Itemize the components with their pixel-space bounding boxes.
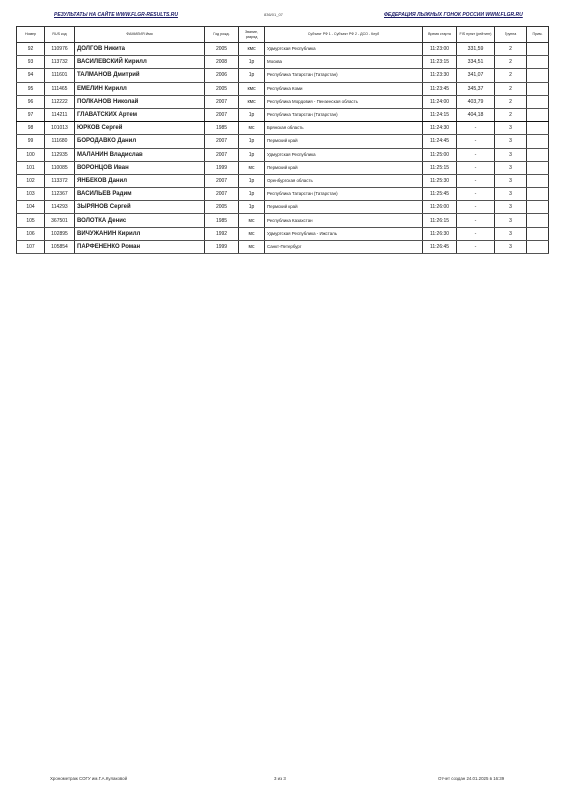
note-cell (527, 95, 549, 108)
rus-code-cell: 112935 (45, 148, 75, 161)
region-cell: Удмуртская Республика (265, 148, 423, 161)
table-row (17, 95, 549, 108)
note-cell (527, 188, 549, 201)
group-cell: 3 (495, 122, 527, 135)
start-number-cell: 99 (17, 135, 45, 148)
birth-year-cell: 2007 (205, 174, 239, 187)
note-cell (527, 82, 549, 95)
note-cell (527, 135, 549, 148)
rank-cell: мс (239, 240, 265, 253)
start-time-cell: 11:24:15 (423, 108, 457, 121)
note-cell (527, 161, 549, 174)
athlete-name-cell: ЯНБЕКОВ Данил (75, 174, 205, 187)
column-header: Группа (495, 27, 527, 43)
region-cell: Брянская область (265, 122, 423, 135)
table-row (17, 240, 549, 253)
start-number-cell: 96 (17, 95, 45, 108)
table-row (17, 108, 549, 121)
group-cell: 2 (495, 82, 527, 95)
region-cell: Республика Татарстан (Татарстан) (265, 108, 423, 121)
results-site-link[interactable]: РЕЗУЛЬТАТЫ НА САЙТЕ WWW.FLGR-RESULTS.RU (54, 12, 178, 18)
group-cell: 2 (495, 56, 527, 69)
start-number-cell: 97 (17, 108, 45, 121)
rus-code-cell: 113732 (45, 56, 75, 69)
fis-points-cell: - (457, 201, 495, 214)
start-time-cell: 11:25:15 (423, 161, 457, 174)
region-cell: Пермский край (265, 161, 423, 174)
rus-code-cell: 113372 (45, 174, 75, 187)
birth-year-cell: 2007 (205, 188, 239, 201)
birth-year-cell: 2005 (205, 82, 239, 95)
rank-cell: мс (239, 214, 265, 227)
birth-year-cell: 1999 (205, 161, 239, 174)
region-cell: Республика Казахстан (265, 214, 423, 227)
athlete-name-cell: ТАЛМАНОВ Дмитрий (75, 69, 205, 82)
birth-year-cell: 1999 (205, 240, 239, 253)
birth-year-cell: 1985 (205, 214, 239, 227)
start-time-cell: 11:25:30 (423, 174, 457, 187)
rus-code-cell: 105854 (45, 240, 75, 253)
rank-cell: 1р (239, 201, 265, 214)
region-cell: Республика Татарстан (Татарстан) (265, 69, 423, 82)
rus-code-cell: 112367 (45, 188, 75, 201)
note-cell (527, 122, 549, 135)
rus-code-cell: 114211 (45, 108, 75, 121)
rank-cell: 1р (239, 108, 265, 121)
rank-cell: 1р (239, 148, 265, 161)
region-cell: Москва (265, 56, 423, 69)
athlete-name-cell: ВИЧУЖАНИН Кирилл (75, 227, 205, 240)
birth-year-cell: 2007 (205, 148, 239, 161)
fis-points-cell: 404,18 (457, 108, 495, 121)
group-cell: 3 (495, 174, 527, 187)
rus-code-cell: 111465 (45, 82, 75, 95)
table-row (17, 174, 549, 187)
start-number-cell: 98 (17, 122, 45, 135)
page-number: 3 из 3 (274, 776, 286, 781)
column-header: ФАМИЛИЯ Имя (75, 27, 205, 43)
birth-year-cell: 2006 (205, 69, 239, 82)
group-cell: 3 (495, 214, 527, 227)
start-time-cell: 11:26:45 (423, 240, 457, 253)
note-cell (527, 174, 549, 187)
birth-year-cell: 1992 (205, 227, 239, 240)
athlete-name-cell: ПАРФЕНЕНКО Роман (75, 240, 205, 253)
column-header: Номер (17, 27, 45, 43)
start-time-cell: 11:26:00 (423, 201, 457, 214)
region-cell: Удмуртская Республика (265, 43, 423, 56)
footer-timing: Хронометраж СОГУ им.Г.А.Кулаковой (50, 776, 128, 781)
rus-code-cell: 101013 (45, 122, 75, 135)
start-time-cell: 11:23:45 (423, 82, 457, 95)
start-number-cell: 107 (17, 240, 45, 253)
fis-points-cell: - (457, 227, 495, 240)
region-cell: Санкт-Петербург (265, 240, 423, 253)
start-number-cell: 93 (17, 56, 45, 69)
column-header: Субъект РФ 1 - Субъект РФ 2 - ДСО - Клуб (265, 27, 423, 43)
group-cell: 3 (495, 240, 527, 253)
fis-points-cell: - (457, 214, 495, 227)
region-cell: Удмуртская Республика - Ижсталь (265, 227, 423, 240)
column-header: Год рожд. (205, 27, 239, 43)
document-code: 836/01_07 (264, 12, 283, 17)
group-cell: 3 (495, 188, 527, 201)
start-number-cell: 102 (17, 174, 45, 187)
table-body (17, 43, 549, 254)
fis-points-cell: 345,37 (457, 82, 495, 95)
fis-points-cell: 403,79 (457, 95, 495, 108)
fis-points-cell: - (457, 135, 495, 148)
table-row (17, 227, 549, 240)
start-time-cell: 11:24:45 (423, 135, 457, 148)
start-number-cell: 100 (17, 148, 45, 161)
start-number-cell: 92 (17, 43, 45, 56)
region-cell: Пермский край (265, 135, 423, 148)
note-cell (527, 201, 549, 214)
athlete-name-cell: ГЛАВАТСКИХ Артем (75, 108, 205, 121)
rank-cell: 1р (239, 56, 265, 69)
start-number-cell: 94 (17, 69, 45, 82)
table-row (17, 135, 549, 148)
region-cell: Республика Мордовия - Пензенская область (265, 95, 423, 108)
table-row (17, 148, 549, 161)
rank-cell: 1р (239, 135, 265, 148)
start-number-cell: 104 (17, 201, 45, 214)
table-row (17, 82, 549, 95)
rank-cell: 1р (239, 69, 265, 82)
rank-cell: кмс (239, 95, 265, 108)
rank-cell: кмс (239, 43, 265, 56)
start-number-cell: 105 (17, 214, 45, 227)
rank-cell: мс (239, 161, 265, 174)
start-time-cell: 11:23:00 (423, 43, 457, 56)
athlete-name-cell: ЮРКОВ Сергей (75, 122, 205, 135)
start-number-cell: 103 (17, 188, 45, 201)
fis-points-cell: - (457, 188, 495, 201)
note-cell (527, 227, 549, 240)
table-row (17, 161, 549, 174)
rus-code-cell: 110085 (45, 161, 75, 174)
group-cell: 3 (495, 161, 527, 174)
note-cell (527, 148, 549, 161)
rank-cell: мс (239, 122, 265, 135)
rus-code-cell: 111680 (45, 135, 75, 148)
athlete-name-cell: ЕМЕЛИН Кирилл (75, 82, 205, 95)
athlete-name-cell: ВАСИЛЕВСКИЙ Кирилл (75, 56, 205, 69)
rus-code-cell: 102895 (45, 227, 75, 240)
start-time-cell: 11:24:30 (423, 122, 457, 135)
column-header: FIS пункт (рейтинг) (457, 27, 495, 43)
fis-points-cell: - (457, 161, 495, 174)
column-header: Время старта (423, 27, 457, 43)
athlete-name-cell: ПОЛКАНОВ Николай (75, 95, 205, 108)
group-cell: 3 (495, 148, 527, 161)
federation-site-link[interactable]: ФЕДЕРАЦИЯ ЛЫЖНЫХ ГОНОК РОССИИ WWW.FLGR.RU (384, 12, 523, 18)
athlete-name-cell: БОРОДАВКО Данил (75, 135, 205, 148)
athlete-name-cell: ВОРОНЦОВ Иван (75, 161, 205, 174)
region-cell: Республика Татарстан (Татарстан) (265, 188, 423, 201)
fis-points-cell: - (457, 240, 495, 253)
rus-code-cell: 112222 (45, 95, 75, 108)
region-cell: Оренбургская область (265, 174, 423, 187)
rank-cell: кмс (239, 82, 265, 95)
birth-year-cell: 2008 (205, 56, 239, 69)
table-header-row (17, 27, 549, 43)
start-time-cell: 11:23:15 (423, 56, 457, 69)
rus-code-cell: 367501 (45, 214, 75, 227)
column-header: Прим. (527, 27, 549, 43)
birth-year-cell: 2005 (205, 43, 239, 56)
birth-year-cell: 1985 (205, 122, 239, 135)
start-number-cell: 95 (17, 82, 45, 95)
group-cell: 2 (495, 108, 527, 121)
rank-cell: 1р (239, 188, 265, 201)
rus-code-cell: 110976 (45, 43, 75, 56)
table-row (17, 69, 549, 82)
athlete-name-cell: ЗЫРЯНОВ Сергей (75, 201, 205, 214)
group-cell: 3 (495, 227, 527, 240)
column-header: Звание, разряд (239, 27, 265, 43)
note-cell (527, 56, 549, 69)
rank-cell: 1р (239, 174, 265, 187)
fis-points-cell: 331,59 (457, 43, 495, 56)
start-time-cell: 11:25:00 (423, 148, 457, 161)
fis-points-cell: 341,07 (457, 69, 495, 82)
note-cell (527, 69, 549, 82)
athlete-name-cell: ВОЛОТКА Денис (75, 214, 205, 227)
note-cell (527, 43, 549, 56)
group-cell: 3 (495, 201, 527, 214)
rank-cell: мс (239, 227, 265, 240)
rus-code-cell: 111601 (45, 69, 75, 82)
fis-points-cell: - (457, 122, 495, 135)
group-cell: 3 (495, 135, 527, 148)
start-number-cell: 101 (17, 161, 45, 174)
rus-code-cell: 114293 (45, 201, 75, 214)
region-cell: Республика Коми (265, 82, 423, 95)
table-row (17, 56, 549, 69)
note-cell (527, 240, 549, 253)
athlete-name-cell: ДОЛГОВ Никита (75, 43, 205, 56)
table-row (17, 43, 549, 56)
start-time-cell: 11:23:30 (423, 69, 457, 82)
fis-points-cell: 334,51 (457, 56, 495, 69)
birth-year-cell: 2007 (205, 95, 239, 108)
note-cell (527, 214, 549, 227)
table-row (17, 122, 549, 135)
start-time-cell: 11:26:15 (423, 214, 457, 227)
group-cell: 2 (495, 43, 527, 56)
fis-points-cell: - (457, 148, 495, 161)
athlete-name-cell: ВАСИЛЬЕВ Радим (75, 188, 205, 201)
group-cell: 2 (495, 69, 527, 82)
table-row (17, 214, 549, 227)
table-row (17, 201, 549, 214)
region-cell: Пермский край (265, 201, 423, 214)
start-time-cell: 11:25:45 (423, 188, 457, 201)
start-number-cell: 106 (17, 227, 45, 240)
start-list-table (16, 26, 549, 254)
athlete-name-cell: МАЛАНИН Владислав (75, 148, 205, 161)
start-time-cell: 11:26:30 (423, 227, 457, 240)
start-time-cell: 11:24:00 (423, 95, 457, 108)
birth-year-cell: 2007 (205, 108, 239, 121)
birth-year-cell: 2005 (205, 201, 239, 214)
report-created: Отчет создан 24.01.2025 в 16:39 (438, 776, 505, 781)
note-cell (527, 108, 549, 121)
group-cell: 2 (495, 95, 527, 108)
fis-points-cell: - (457, 174, 495, 187)
table-row (17, 188, 549, 201)
column-header: RUS код (45, 27, 75, 43)
birth-year-cell: 2007 (205, 135, 239, 148)
